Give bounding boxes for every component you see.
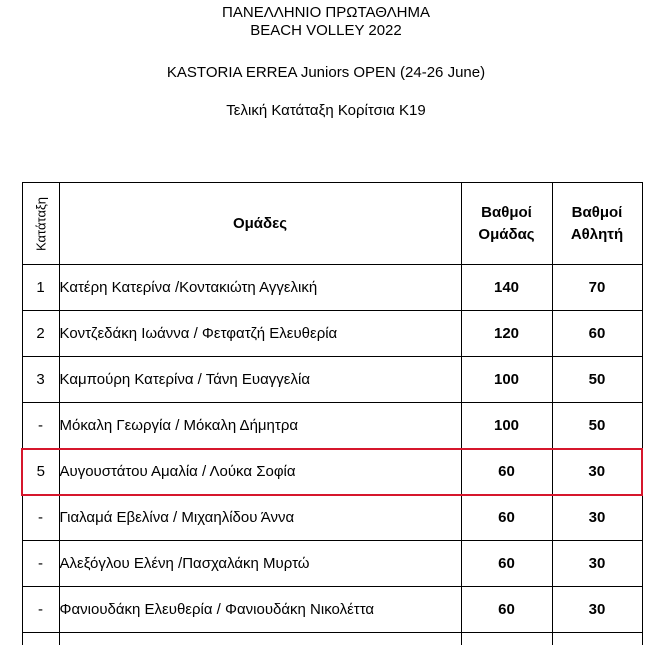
cut-off-row	[22, 633, 642, 645]
team-cell: Αλεξόγλου Ελένη /Πασχαλάκη Μυρτώ	[59, 541, 461, 587]
team-cell: Κατέρη Κατερίνα /Κοντακιώτη Αγγελική	[59, 265, 461, 311]
table-row	[22, 403, 642, 449]
table-row	[22, 587, 642, 633]
team-points-cell: 100	[461, 403, 552, 449]
team-cell: Κοντζεδάκη Ιωάννα / Φετφατζή Ελευθερία	[59, 311, 461, 357]
team-points-column-header	[461, 183, 552, 265]
team-cell: Καμπούρη Κατερίνα / Τάνη Ευαγγελία	[59, 357, 461, 403]
team-cell: Μόκαλη Γεωργία / Μόκαλη Δήμητρα	[59, 403, 461, 449]
table-row	[22, 495, 642, 541]
cut-off-cell	[22, 633, 59, 645]
event-title: BEACH VOLLEY 2022	[250, 22, 402, 39]
table-row	[22, 357, 642, 403]
rank-cell: 1	[22, 265, 59, 311]
rank-column-header	[22, 183, 59, 265]
rank-column-label: Κατάταξη	[33, 196, 48, 251]
standings-table	[21, 182, 643, 645]
rank-cell: -	[22, 587, 59, 633]
team-cell: Φανιουδάκη Ελευθερία / Φανιουδάκη Νικολέττα	[59, 587, 461, 633]
athlete-points-cell: 70	[552, 265, 642, 311]
team-points-cell: 140	[461, 265, 552, 311]
team-points-cell: 60	[461, 541, 552, 587]
rank-cell: -	[22, 495, 59, 541]
rank-cell: 5	[22, 449, 59, 495]
team-points-cell: 100	[461, 357, 552, 403]
rank-cell: 3	[22, 357, 59, 403]
team-column-header: Ομάδες	[59, 183, 461, 265]
table-row	[22, 541, 642, 587]
team-cell: Αυγουστάτου Αμαλία / Λούκα Σοφία	[59, 449, 461, 495]
team-points-cell: 120	[461, 311, 552, 357]
athlete-points-cell: 50	[552, 357, 642, 403]
athlete-points-cell: 60	[552, 311, 642, 357]
athlete-points-label-2: Αθλητή	[570, 225, 624, 243]
athlete-points-cell: 50	[552, 403, 642, 449]
athlete-points-cell: 30	[552, 495, 642, 541]
team-points-cell: 60	[461, 449, 552, 495]
championship-title: ΠΑΝΕΛΛΗΝΙΟ ΠΡΩΤΑΘΛΗΜΑ	[222, 4, 430, 21]
standings-subtitle: Τελική Κατάταξη Κορίτσια Κ19	[226, 102, 426, 119]
team-points-label-2: Ομάδας	[478, 225, 535, 243]
cut-off-cell	[59, 633, 461, 645]
athlete-points-cell: 30	[552, 587, 642, 633]
team-points-cell: 60	[461, 495, 552, 541]
team-points-label-1: Βαθμοί	[481, 203, 532, 221]
table-row	[22, 311, 642, 357]
rank-cell: -	[22, 403, 59, 449]
athlete-points-cell: 30	[552, 449, 642, 495]
athlete-points-column-header	[552, 183, 642, 265]
team-points-cell: 60	[461, 587, 552, 633]
rank-cell: 2	[22, 311, 59, 357]
cut-off-cell	[552, 633, 642, 645]
athlete-points-cell: 30	[552, 541, 642, 587]
table-row	[22, 265, 642, 311]
tournament-title: KASTORIA ERREA Juniors OPEN (24-26 June)	[166, 64, 486, 81]
athlete-points-label-1: Βαθμοί	[571, 203, 623, 221]
highlighted-table-row	[22, 449, 642, 495]
table-header-row	[22, 183, 642, 265]
cut-off-cell	[461, 633, 552, 645]
rank-cell: -	[22, 541, 59, 587]
team-cell: Γιαλαμά Εβελίνα / Μιχαηλίδου Άννα	[59, 495, 461, 541]
